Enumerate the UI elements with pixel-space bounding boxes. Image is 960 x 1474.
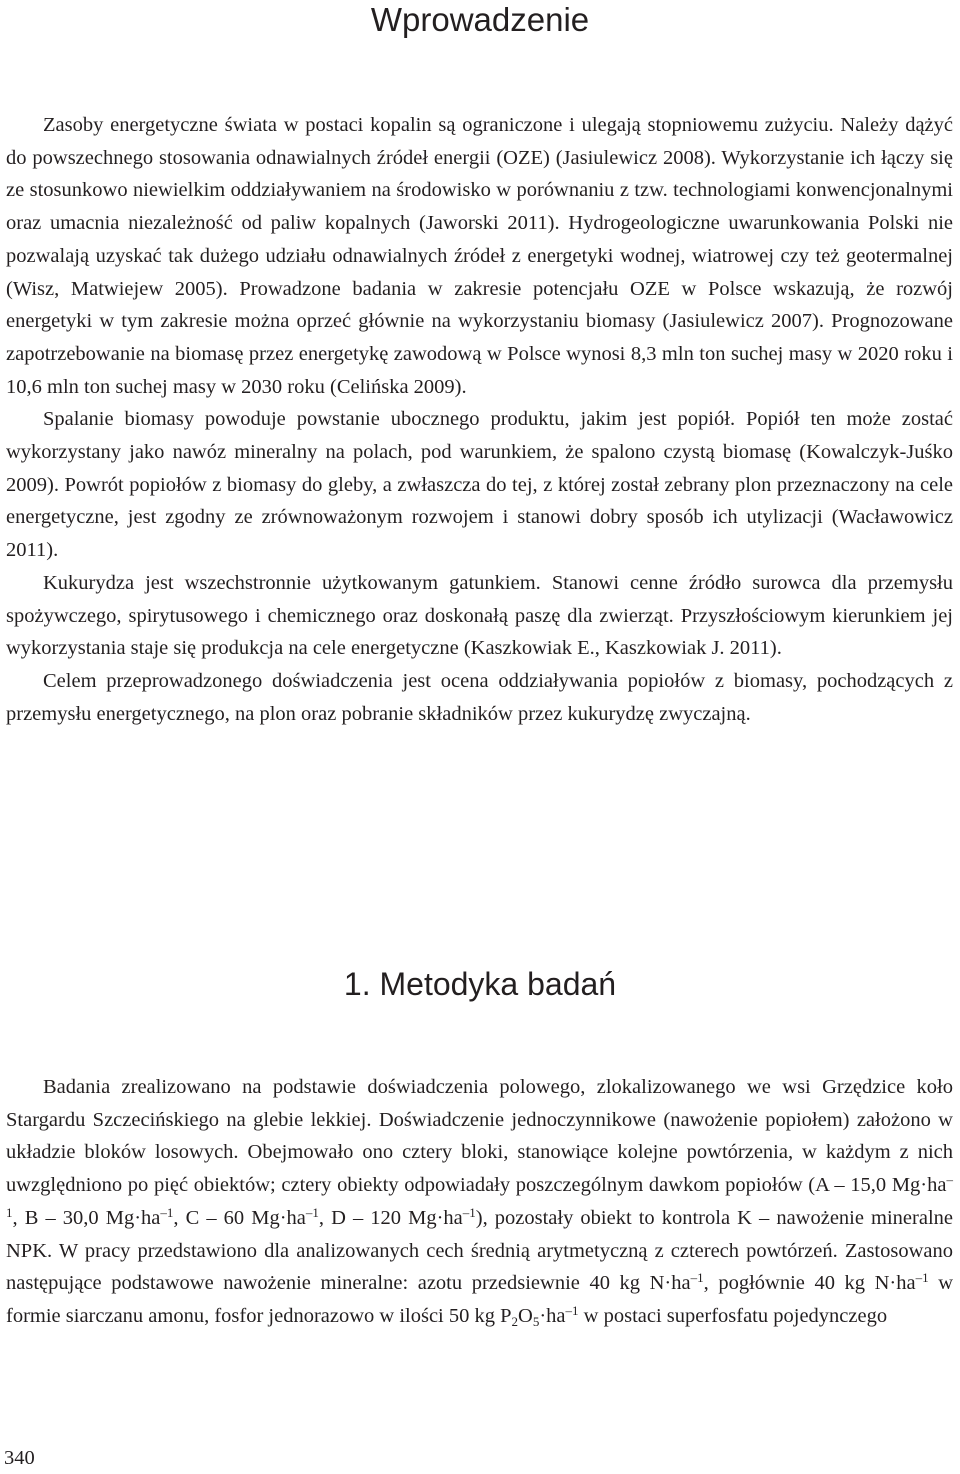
paragraph (6, 567, 953, 665)
sentence: Hydrogeologiczne uwarunkowania Polski nie pozwalają uzyskać tak dużego udziału odnawialnych źródeł z energetyki wodnej, wiatrowej czy też geotermalnej (Wisz, Matwiejew 2005). (6, 212, 953, 300)
section-heading-introduction: Wprowadzenie (370, 1, 590, 38)
text-run: , D – 120 Mg·ha (318, 1206, 463, 1229)
paragraph (6, 109, 953, 403)
exponent: –1 (462, 1204, 476, 1220)
subscript: 2 (511, 1313, 519, 1329)
sentence: Obejmowało ono cztery bloki, stanowiące kolejne powtórzenia, w każdym z nich uwzględniono po pięć obiektów; cztery obiekty odpowiadały poszczególnym dawkom popiołów (A – 15,0 Mg·ha (6, 1141, 954, 1197)
sentence: Badania zrealizowano na podstawie doświadczenia polowego, zlokalizowanego we wsi Grzędzice koło Stargardu Szczecińskiego na glebie lekkiej. (6, 1076, 953, 1131)
exponent: –1 (915, 1270, 929, 1286)
page-number: 340 (4, 1447, 35, 1469)
sentence: Prognozowane zapotrzebowanie na biomasę przez energetykę zawodową w Polsce wynosi 8,3 mln ton suchej masy w 2020 roku i 10,6 mln ton suchej masy w 2030 roku (Celińska 2009). (6, 310, 953, 398)
sentence: Kukurydza jest wszechstronnie użytkowanym gatunkiem. (43, 571, 541, 594)
text-run: O (518, 1304, 533, 1327)
text-run: w postaci superfosfatu pojedynczego (578, 1304, 888, 1327)
exponent: –1 (305, 1204, 319, 1220)
exponent: –1 (6, 1172, 953, 1220)
text-run: ·ha (539, 1304, 566, 1327)
sentence: Przyszłościowym kierunkiem jej wykorzystania staje się produkcja na cele energetyczne (Kaszkowiak E., Kaszkowiak J. 2011). (6, 604, 954, 660)
sentence: Stanowi cenne źródło surowca dla przemysłu spożywczego, spirytusowego i chemicznego oraz doskonałą paszę dla zwierząt. (6, 571, 953, 627)
sentence: Powrót popiołów z biomasy do gleby, a zwłaszcza do tej, z której został zebrany plon przeznaczony na cele energetyczne, jest zgodny ze zrównoważonym rozwojem i stanowi dobry sposób ich utylizacji (Wacławowicz 2011). (6, 473, 954, 562)
text-run: , pogłównie 40 kg N·ha (703, 1272, 916, 1295)
paragraph (6, 403, 953, 567)
text-run: , C – 60 Mg·ha (173, 1206, 306, 1229)
sentence: Zasoby energetyczne świata w postaci kopalin są ograniczone i ulegają stopniowemu zużyciu. (43, 114, 834, 136)
exponent: –1 (565, 1302, 579, 1318)
sentence: Prowadzone badania w zakresie potencjału OZE w Polsce wskazują, że rozwój energetyki w tym zakresie można oprzeć głównie na wykorzystaniu biomasy (Jasiulewicz 2007). (6, 277, 953, 333)
sentence: Należy dążyć do powszechnego stosowania odnawialnych źródeł energii (OZE) (Jasiulewicz 2008). (6, 114, 954, 169)
sentence: Wykorzystanie ich łączy się ze stosunkowo niewielkim oddziaływaniem na środowisko w porównaniu z tzw. technologiami konwencjonalnymi oraz umacnia niezależność od paliw kopalnych (Jaworski 2011). (6, 146, 953, 235)
text-run: , B – 30,0 Mg·ha (12, 1206, 161, 1229)
introduction-body (6, 109, 953, 730)
text-run: ), pozostały obiekt to kontrola K – nawożenie mineralne NPK. (6, 1206, 954, 1262)
methodology-body (6, 1071, 953, 1333)
sentence: W pracy przedstawiono dla analizowanych cech średnią arytmetyczną z czterech powtórzeń. (58, 1239, 838, 1262)
exponent: –1 (160, 1204, 174, 1220)
sentence: Celem przeprowadzonego doświadczenia jest ocena oddziaływania popiołów z biomasy, pochodzących z przemysłu energetycznego, na plon oraz pobranie składników przez kukurydzę zwyczajną. (6, 669, 953, 725)
sentence: Popiół ten może zostać wykorzystany jako nawóz mineralny na polach, pod warunkiem, że spalono czystą biomasę (Kowalczyk-Juśko 2009). (6, 408, 954, 496)
section-heading-methodology: 1. Metodyka badań (343, 966, 617, 1002)
sentence: Spalanie biomasy powoduje powstanie ubocznego produktu, jakim jest popiół. (43, 408, 736, 431)
sentence: Doświadczenie jednoczynnikowe (nawożenie popiołem) założono w układzie bloków losowych. (6, 1108, 953, 1164)
exponent: –1 (690, 1270, 704, 1286)
paragraph (6, 665, 953, 730)
text-run: w formie siarczanu amonu, fosfor jednorazowo w ilości 50 kg P (6, 1272, 953, 1327)
sentence: Zastosowano następujące podstawowe nawożenie mineralne: azotu przedsiewnie 40 kg N·ha (6, 1239, 954, 1295)
subscript: 5 (532, 1313, 540, 1329)
paragraph (6, 1071, 953, 1333)
